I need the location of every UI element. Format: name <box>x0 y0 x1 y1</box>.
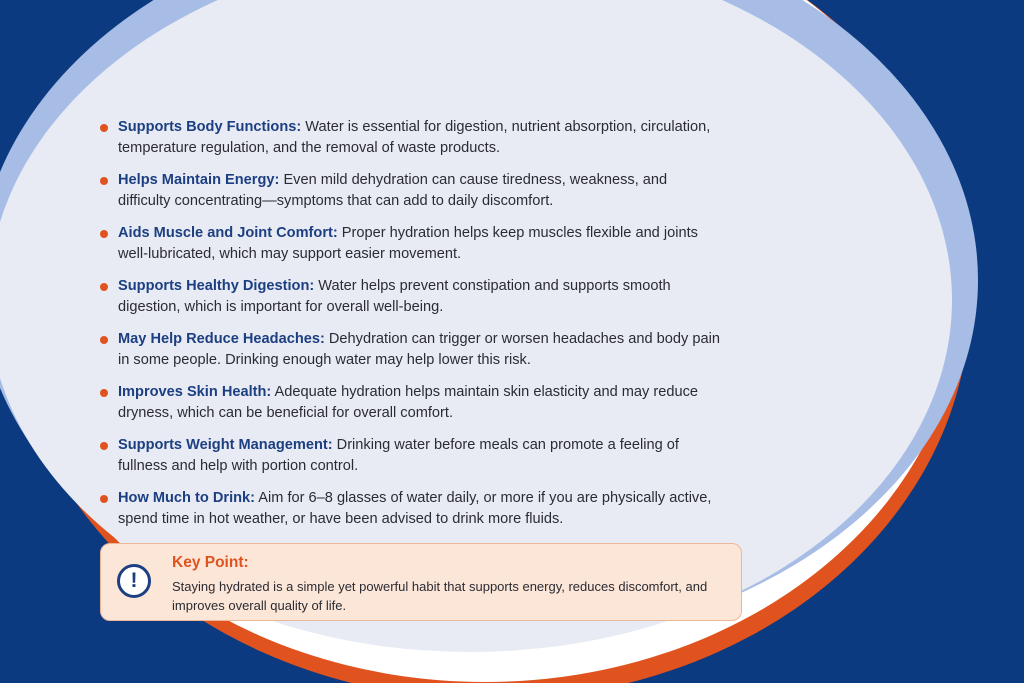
list-item <box>100 117 720 159</box>
item-term: Helps Maintain Energy: <box>118 172 280 188</box>
key-point-text: Staying hydrated is a simple yet powerful habit that supports energy, reduces discomfort, and improves overall quality of life. <box>172 579 708 613</box>
bullet-dot <box>100 124 108 132</box>
item-term: May Help Reduce Headaches: <box>118 331 325 347</box>
item-term: Supports Weight Management: <box>118 437 333 453</box>
item-text: Proper hydration helps keep muscles flexible and joints well-lubricated, which may support easier movement. <box>118 225 698 262</box>
benefits-list <box>100 117 720 541</box>
item-text: Water is essential for digestion, nutrient absorption, circulation, temperature regulation, and the removal of waste products. <box>118 119 711 156</box>
bullet-dot <box>100 336 108 344</box>
item-text: Even mild dehydration can cause tiredness, weakness, and difficulty concentrating—symptoms that can add to daily discomfort. <box>118 172 668 209</box>
item-term: Supports Healthy Digestion: <box>118 278 315 294</box>
item-text: Dehydration can trigger or worsen headaches and body pain in some people. Drinking enough water may help lower this risk. <box>118 331 720 368</box>
list-item <box>100 382 720 424</box>
item-text: Water helps prevent constipation and supports smooth digestion, which is important for overall well-being. <box>118 278 671 315</box>
list-item <box>100 223 720 265</box>
bullet-dot <box>100 230 108 238</box>
bullet-dot <box>100 495 108 503</box>
item-text: Aim for 6–8 glasses of water daily, or more if you are physically active, spend time in hot weather, or have been advised to drink more fluids. <box>118 490 712 527</box>
list-item <box>100 488 720 530</box>
key-point-box <box>100 543 742 621</box>
bullet-dot <box>100 442 108 450</box>
item-term: How Much to Drink: <box>118 490 256 506</box>
list-item <box>100 435 720 477</box>
bullet-dot <box>100 283 108 291</box>
bullet-dot <box>100 389 108 397</box>
item-text: Drinking water before meals can promote a feeling of fullness and help with portion control. <box>118 437 679 474</box>
item-term: Improves Skin Health: <box>118 384 272 400</box>
exclamation-circle-icon: ! <box>117 564 151 598</box>
list-item <box>100 329 720 371</box>
item-term: Supports Body Functions: <box>118 119 302 135</box>
item-text: Adequate hydration helps maintain skin elasticity and may reduce dryness, which can be beneficial for overall comfort. <box>118 384 698 421</box>
bullet-dot <box>100 177 108 185</box>
list-item <box>100 170 720 212</box>
item-term: Aids Muscle and Joint Comfort: <box>118 225 338 241</box>
key-point-title: Key Point: <box>172 554 249 571</box>
list-item <box>100 276 720 318</box>
